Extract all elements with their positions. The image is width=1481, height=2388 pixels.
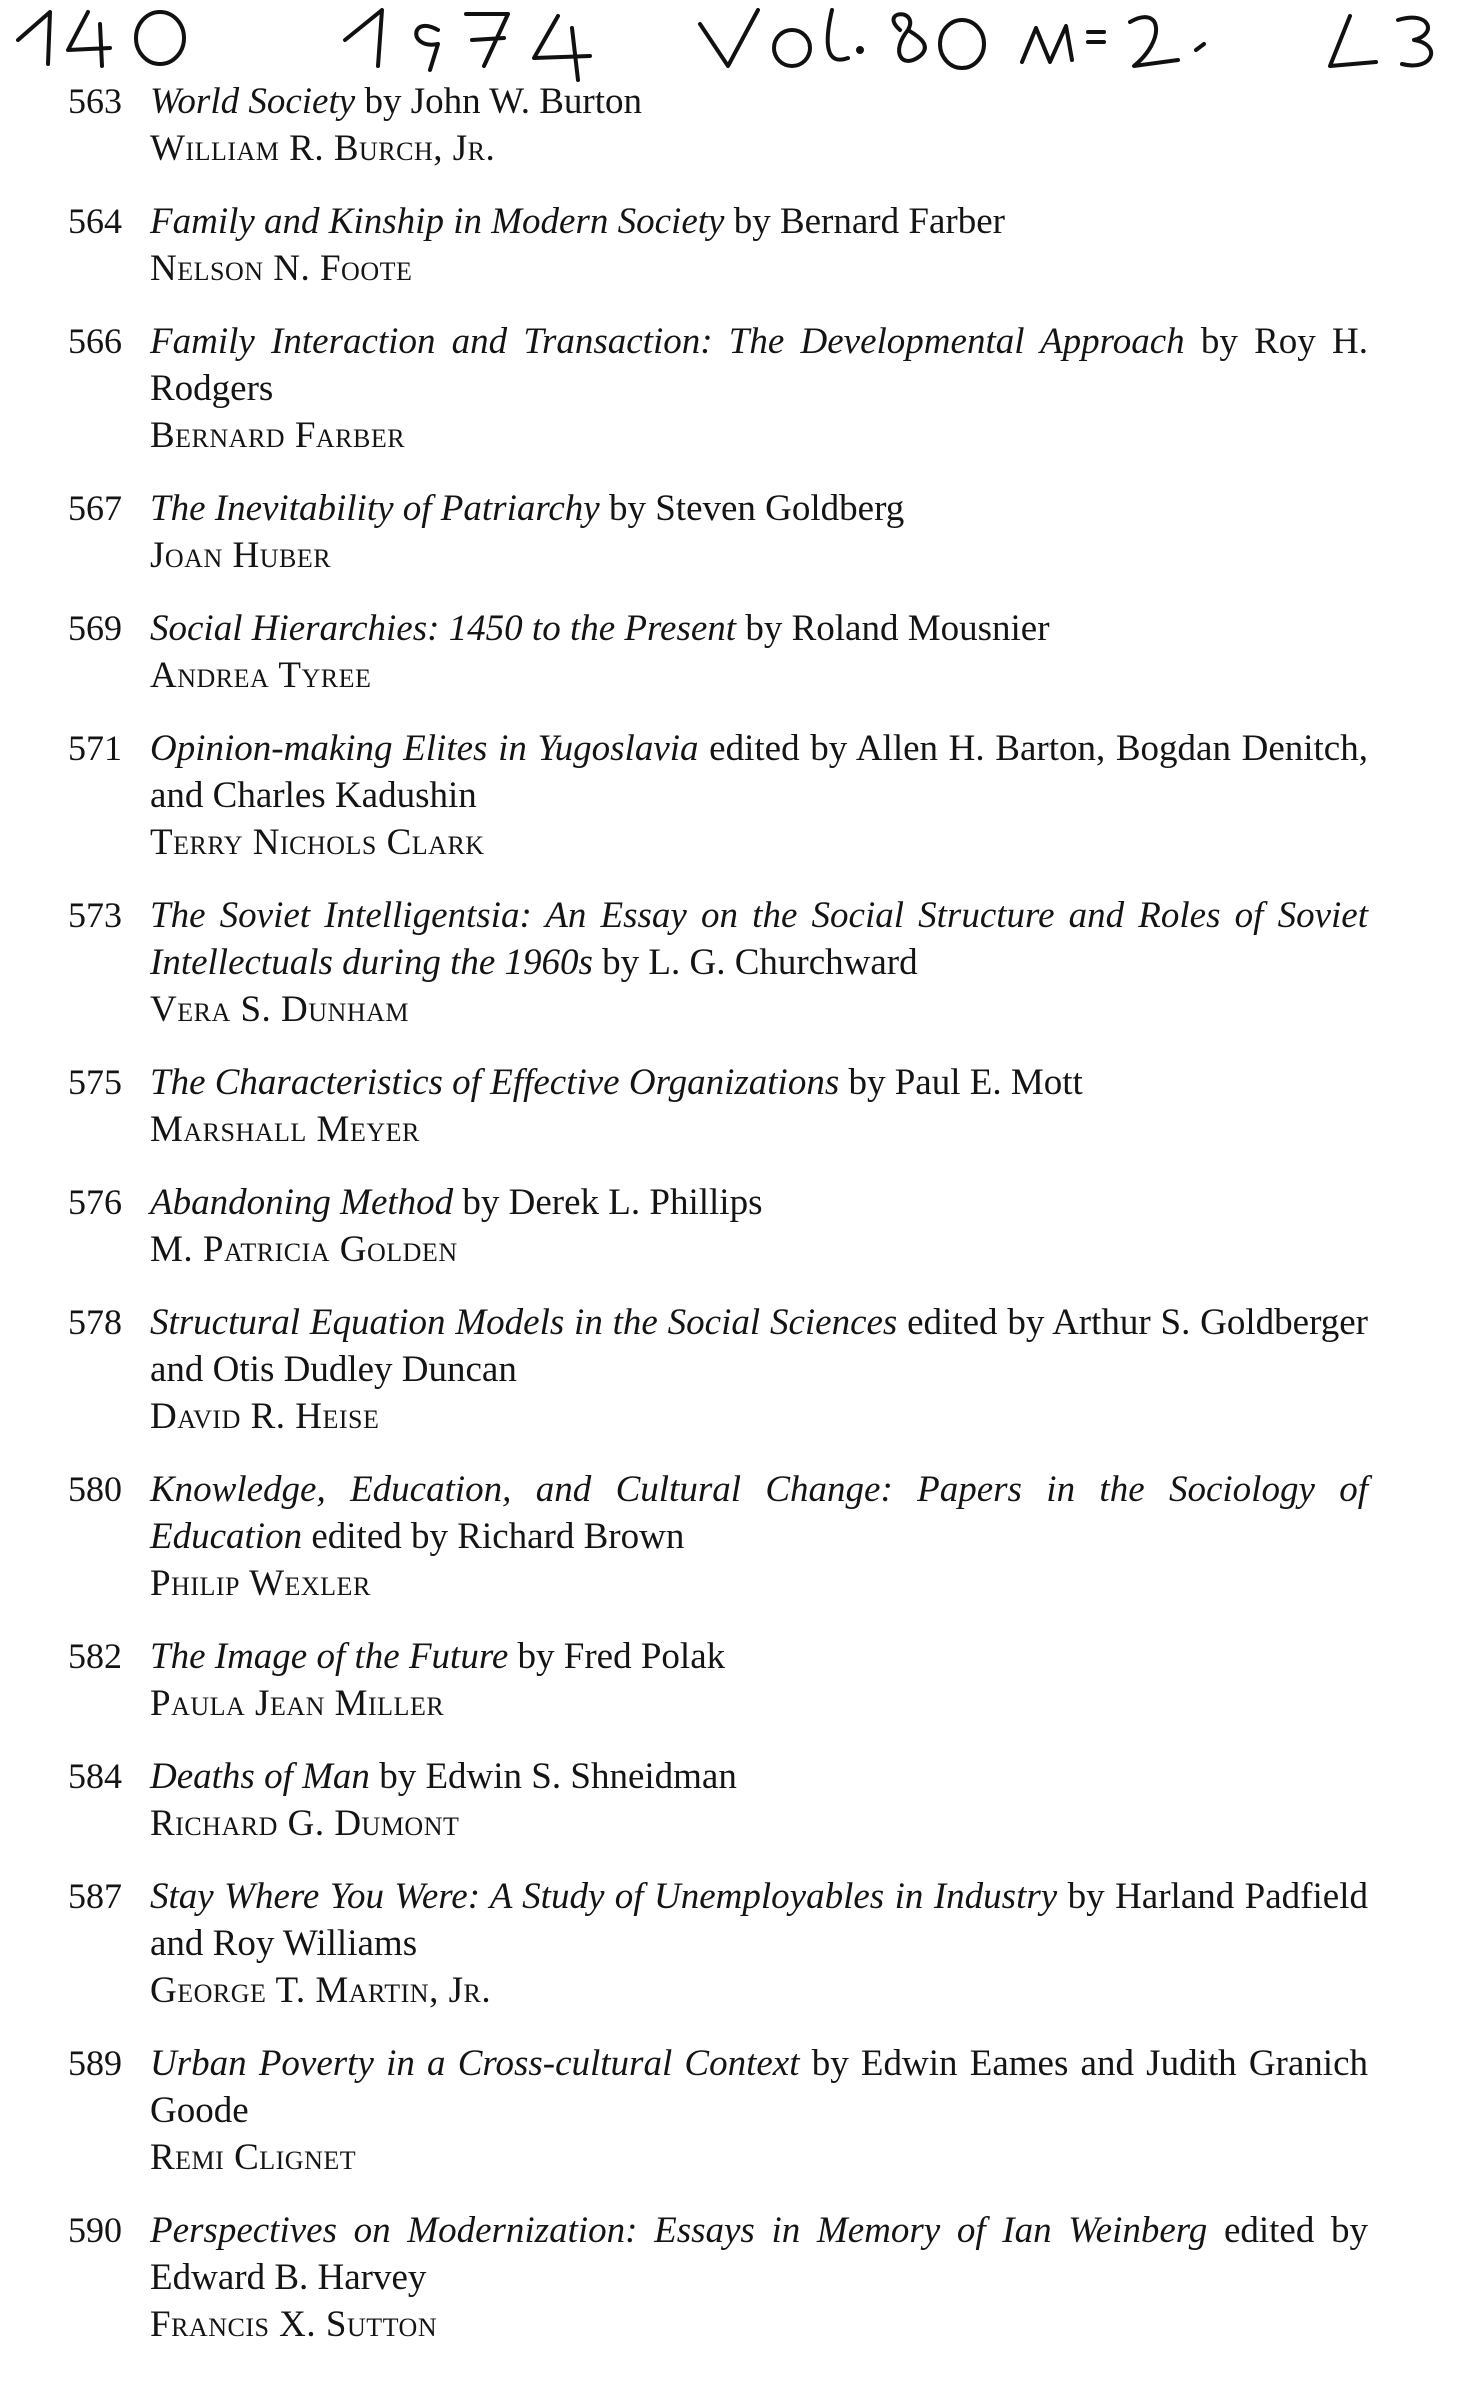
book-title: Abandoning Method — [150, 1182, 454, 1223]
entry-citation — [150, 1753, 1368, 1800]
entry-page-number: 567 — [68, 488, 122, 528]
entry-body — [150, 78, 1368, 172]
entry-citation — [150, 1299, 1368, 1393]
entry-page-number: 575 — [68, 1062, 122, 1102]
entry-citation — [150, 725, 1368, 819]
reviewer-name: Francis X. Sutton — [150, 2304, 438, 2345]
entry-citation — [150, 78, 1368, 125]
entry-page-number: 564 — [68, 201, 122, 241]
review-entry — [0, 1873, 1481, 2014]
book-author: edited by Edward B. Harvey — [150, 2210, 1368, 2298]
book-author: by Derek L. Phillips — [453, 1182, 763, 1223]
entry-body — [150, 605, 1368, 699]
book-author: edited by Allen H. Barton, Bogdan Denitch, and Charles Kadushin — [150, 728, 1368, 816]
entry-body — [150, 1179, 1368, 1273]
entry-page-number: 589 — [68, 2043, 122, 2083]
reviewer-name: Joan Huber — [150, 535, 332, 576]
entry-citation — [150, 1179, 1368, 1226]
reviewer-name: David R. Heise — [150, 1396, 380, 1437]
book-title: The Characteristics of Effective Organizations — [150, 1062, 840, 1103]
book-author: by Roland Mousnier — [736, 608, 1050, 649]
entry-body — [150, 2207, 1368, 2348]
entry-page-number: 578 — [68, 1302, 122, 1342]
entry-body — [150, 485, 1368, 579]
reviewer-name: Richard G. Dumont — [150, 1803, 460, 1844]
book-title: Stay Where You Were: A Study of Unemployables in Industry — [150, 1876, 1058, 1917]
entry-citation — [150, 892, 1368, 986]
entry-citation — [150, 1059, 1368, 1106]
reviewer-name: Nelson N. Foote — [150, 248, 413, 289]
reviewer-name: Paula Jean Miller — [150, 1683, 445, 1724]
entry-body — [150, 1059, 1368, 1153]
entry-page-number: 584 — [68, 1756, 122, 1796]
entry-citation — [150, 318, 1368, 412]
review-entry — [0, 1179, 1481, 1273]
entry-citation — [150, 2207, 1368, 2301]
book-author: by Edwin Eames and Judith Granich Goode — [150, 2043, 1368, 2131]
reviewer-name: George T. Martin, Jr. — [150, 1970, 492, 2011]
entry-page-number: 573 — [68, 895, 122, 935]
review-entry — [0, 485, 1481, 579]
entry-page-number: 587 — [68, 1876, 122, 1916]
book-title: The Inevitability of Patriarchy — [150, 488, 600, 529]
book-title: Knowledge, Education, and Cultural Change: Papers in the Sociology of Education — [150, 1469, 1368, 1557]
review-entry — [0, 1753, 1481, 1847]
entry-page-number: 590 — [68, 2210, 122, 2250]
book-author: edited by Richard Brown — [302, 1516, 685, 1557]
reviewer-name: William R. Burch, Jr. — [150, 128, 496, 169]
entry-body — [150, 2040, 1368, 2181]
book-author: by Edwin S. Shneidman — [369, 1756, 737, 1797]
entry-body — [150, 1753, 1368, 1847]
entry-body — [150, 1466, 1368, 1607]
review-entry — [0, 892, 1481, 1033]
book-author: by John W. Burton — [355, 81, 642, 122]
entry-citation — [150, 1633, 1368, 1680]
entry-body — [150, 892, 1368, 1033]
review-entry — [0, 78, 1481, 172]
book-author: by Bernard Farber — [724, 201, 1005, 242]
review-entry — [0, 725, 1481, 866]
entry-page-number: 571 — [68, 728, 122, 768]
review-entry — [0, 1299, 1481, 1440]
book-title: Social Hierarchies: 1450 to the Present — [150, 608, 737, 649]
entry-citation — [150, 485, 1368, 532]
book-author: by Steven Goldberg — [599, 488, 905, 529]
entry-body — [150, 198, 1368, 292]
entry-body — [150, 1633, 1368, 1727]
review-entry — [0, 1466, 1481, 1607]
book-author: by Roy H. Rodgers — [150, 321, 1368, 409]
review-entry — [0, 1633, 1481, 1727]
handwritten-note-drawing — [10, 0, 1470, 90]
book-title: The Image of the Future — [150, 1636, 509, 1677]
review-entry — [0, 198, 1481, 292]
book-title: Family and Kinship in Modern Society — [150, 201, 725, 242]
review-entry — [0, 1059, 1481, 1153]
book-author: by Harland Padfield and Roy Williams — [150, 1876, 1368, 1964]
entry-citation — [150, 1466, 1368, 1560]
entry-citation — [150, 2040, 1368, 2134]
review-entry — [0, 2207, 1481, 2348]
entry-body — [150, 1873, 1368, 2014]
review-entry — [0, 318, 1481, 459]
reviewer-name: Marshall Meyer — [150, 1109, 420, 1150]
entry-page-number: 580 — [68, 1469, 122, 1509]
reviewer-name: Andrea Tyree — [150, 655, 372, 696]
reviewer-name: Philip Wexler — [150, 1563, 371, 1604]
entry-page-number: 566 — [68, 321, 122, 361]
entry-citation — [150, 605, 1368, 652]
book-title: Urban Poverty in a Cross-cultural Context — [150, 2043, 800, 2084]
handwritten-annotation — [10, 0, 1470, 90]
book-title: World Society — [150, 81, 356, 122]
book-title: The Soviet Intelligentsia: An Essay on the Social Structure and Roles of Soviet Intellectuals during the 1960s — [150, 895, 1368, 983]
entry-body — [150, 725, 1368, 866]
book-title: Perspectives on Modernization: Essays in Memory of Ian Weinberg — [150, 2210, 1208, 2251]
reviewer-name: Bernard Farber — [150, 415, 406, 456]
entry-citation — [150, 1873, 1368, 1967]
book-author: by Fred Polak — [508, 1636, 726, 1677]
entry-page-number: 582 — [68, 1636, 122, 1676]
reviewer-name: M. Patricia Golden — [150, 1229, 458, 1270]
reviewer-name: Remi Clignet — [150, 2137, 357, 2178]
book-title: Family Interaction and Transaction: The Developmental Approach — [150, 321, 1185, 362]
book-title: Deaths of Man — [150, 1756, 370, 1797]
review-entry — [0, 605, 1481, 699]
review-list — [0, 78, 1481, 2374]
entry-page-number: 576 — [68, 1182, 122, 1222]
book-author: by Paul E. Mott — [839, 1062, 1083, 1103]
entry-page-number: 569 — [68, 608, 122, 648]
reviewer-name: Terry Nichols Clark — [150, 822, 485, 863]
book-title: Opinion-making Elites in Yugoslavia — [150, 728, 699, 769]
review-entry — [0, 2040, 1481, 2181]
entry-page-number: 563 — [68, 81, 122, 121]
book-title: Structural Equation Models in the Social Sciences — [150, 1302, 898, 1343]
reviewer-name: Vera S. Dunham — [150, 989, 409, 1030]
entry-body — [150, 318, 1368, 459]
entry-citation — [150, 198, 1368, 245]
book-author: by L. G. Churchward — [592, 942, 918, 983]
book-author: edited by Arthur S. Goldberger and Otis Dudley Duncan — [150, 1302, 1368, 1390]
entry-body — [150, 1299, 1368, 1440]
